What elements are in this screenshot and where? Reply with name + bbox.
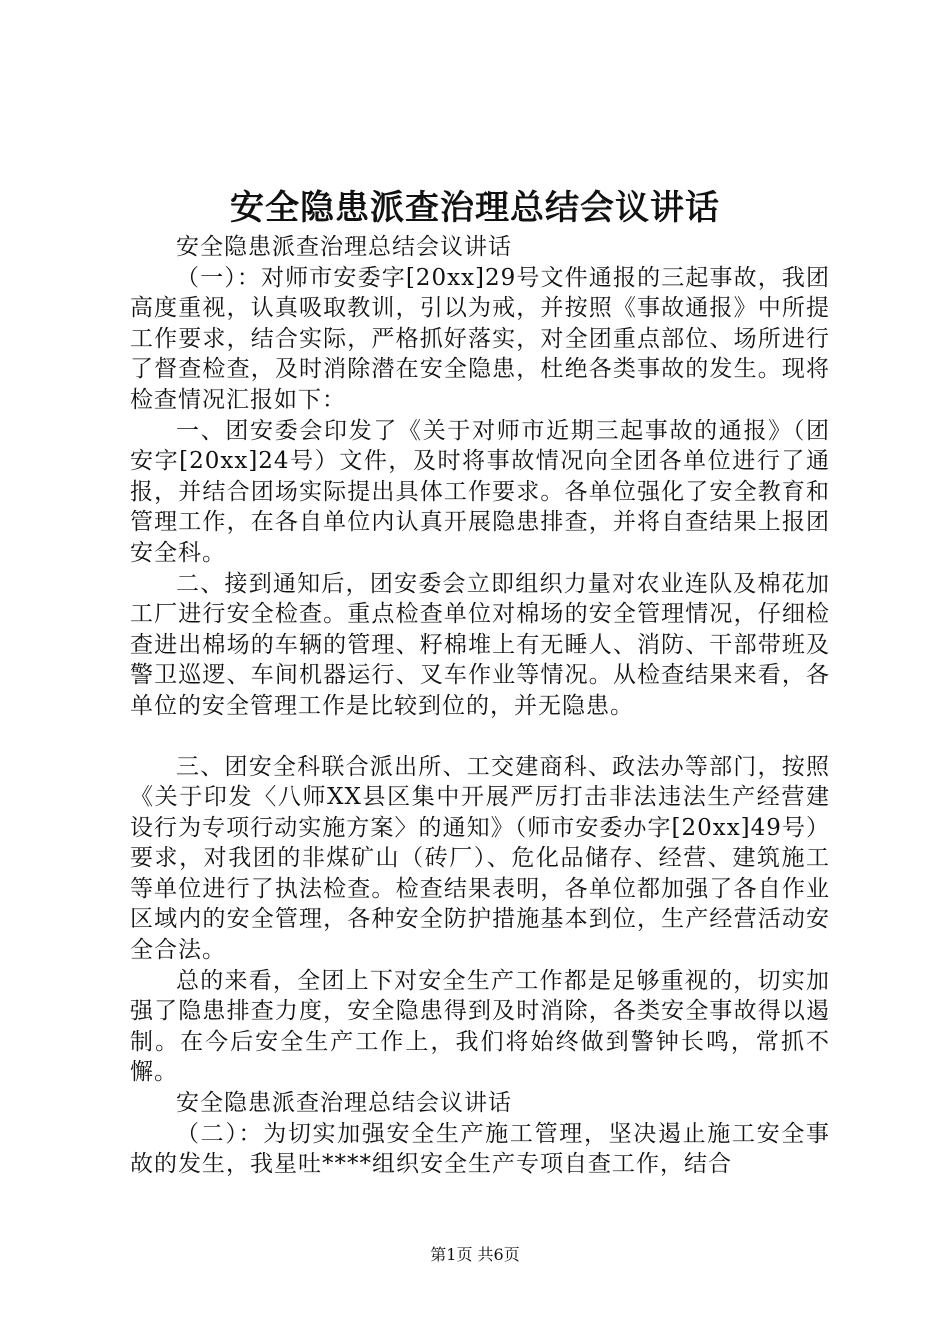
page-footer: 第1页 共6页 — [430, 1245, 520, 1264]
paragraph-intro-2: （二）：为切实加强安全生产施工管理，坚决遏止施工安全事故的发生，我星吐****组织安全生产专项自查工作，结合 — [130, 1120, 830, 1178]
document-title: 安全隐患派查治理总结会议讲话 — [230, 188, 720, 228]
paragraph-section-3: 三、团安全科联合派出所、工交建商科、政法办等部门，按照《关于印发〈八师XX县区集中开展严厉打击非法违法生产经营建设行为专项行动实施方案〉的通知》（师市安委办字[20xx]49号）要求，对我团的非煤矿山（砖厂）、危化品储存、经营、建筑施工等单位进行了执法检查。检查结果表明，各单位都加强了各自作业区域内的安全管理，各种安全防护措施基本到位，生产经营活动安全合法。 — [130, 753, 830, 964]
paragraph-section-2: 二、接到通知后，团安委会立即组织力量对农业连队及棉花加工厂进行安全检查。重点检查单位对棉场的安全管理情况，仔细检查进出棉场的车辆的管理、籽棉堆上有无睡人、消防、干部带班及警卫巡逻、车间机器运行、叉车作业等情况。从检查结果来看，各单位的安全管理工作是比较到位的，并无隐患。 — [130, 570, 830, 719]
paragraph-summary: 总的来看，全团上下对安全生产工作都是足够重视的，切实加强了隐患排查力度，安全隐患得到及时消除，各类安全事故得以遏制。在今后安全生产工作上，我们将始终做到警钟长鸣，常抓不懈。 — [130, 967, 830, 1086]
paragraph-section-1: 一、团安委会印发了《关于对师市近期三起事故的通报》（团安字[20xx]24号）文件，及时将事故情况向全团各单位进行了通报，并结合团场实际提出具体工作要求。各单位强化了安全教育和管理工作，在各自单位内认真开展隐患排查，并将自查结果上报团安全科。 — [130, 417, 830, 566]
paragraph-intro-1: （一）：对师市安委字[20xx]29号文件通报的三起事故，我团高度重视，认真吸取教训，引以为戒，并按照《事故通报》中所提工作要求，结合实际，严格抓好落实，对全团重点部位、场所进行了督查检查，及时消除潜在安全隐患，杜绝各类事故的发生。现将检查情况汇报如下： — [130, 264, 830, 413]
subtitle-paragraph-2: 安全隐患派查治理总结会议讲话 — [176, 1090, 512, 1117]
subtitle-paragraph: 安全隐患派查治理总结会议讲话 — [176, 234, 512, 260]
document-body — [130, 232, 830, 1180]
